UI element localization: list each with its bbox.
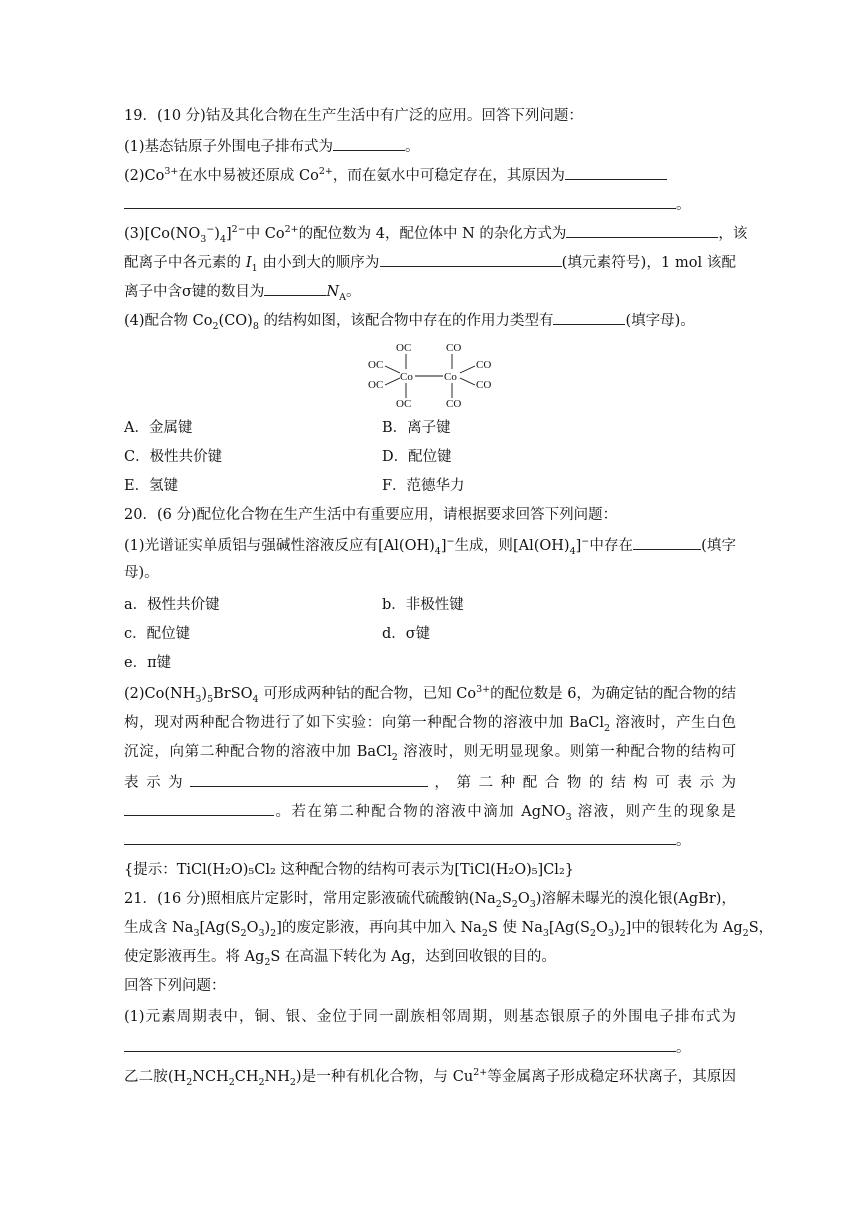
answer-blank[interactable]	[124, 1036, 676, 1052]
answer-blank[interactable]	[565, 164, 667, 180]
answer-blank[interactable]	[124, 193, 676, 209]
q19-part3-line3: 离子中含σ键的数目为 $N_A$。	[124, 280, 360, 302]
q21-part2-line1: 乙二胺$(H_2NCH_2CH_2NH_2)$是一种有机化合物，与 $Cu^{2+}$等金属离子形成稳定环状离子，其原因	[124, 1067, 736, 1088]
q19-part3-line2: 配离子中各元素的 $I_1$ 由小到大的顺序为 (填元素符号)，1 mol 该配	[124, 251, 736, 273]
q21-line4: 回答下列问题：	[124, 978, 226, 994]
q19-option-b: B．离子键	[382, 420, 451, 436]
answer-blank[interactable]	[333, 135, 405, 151]
svg-text:CO: CO	[446, 398, 462, 410]
q21-line2: 生成含 $Na_3[Ag(S_2O_3)_2]$的废定影液，再向其中加入 $Na_2S$ 使 $Na_3[Ag(S_2O_3)_2]$中的银转化为 $Ag_2S$，	[124, 920, 774, 939]
q20-part2-line2: 构，现对两种配合物进行了如下实验：向第一种配合物的溶液中加 BaCl$_2$ 溶液时，产生白色	[124, 715, 737, 734]
answer-blank[interactable]	[264, 280, 326, 296]
svg-text:CO: CO	[446, 342, 462, 354]
q19-part1: (1)基态钴原子外围电子排布式为 。	[124, 135, 420, 157]
q20-option-e: e．π键	[124, 655, 172, 671]
q20-option-b: b．非极性键	[382, 597, 464, 613]
q20-part1-line2: 母)。	[124, 565, 159, 581]
svg-text:Co: Co	[444, 371, 457, 383]
q20-heading: 20．(6 分)配位化合物在生产生活中有重要应用，请根据要求回答下列问题：	[124, 507, 618, 523]
q19-option-a: A．金属键	[124, 420, 193, 436]
co2co8-structure-diagram	[364, 338, 504, 414]
q19-heading: 19．(10 分)钴及其化合物在生产生活中有广泛的应用。回答下列问题：	[124, 108, 583, 124]
q20-part2-line6: 。	[124, 829, 691, 851]
q21-line3: 使定影液再生。将 $Ag_2S$ 在高温下转化为 Ag，达到回收银的目的。	[124, 949, 556, 968]
q20-option-a: a．极性共价键	[124, 597, 220, 613]
answer-blank[interactable]	[633, 534, 701, 550]
q19-option-e: E．氢键	[124, 478, 179, 494]
q19-part3-line1: $(3)[Co(NO_3^-)_4]^{2-}$中 $Co^{2+}$的配位数为 4，配位体中 N 的杂化方式为 ，该	[124, 222, 736, 244]
q19-part2-line2: 。	[124, 193, 691, 215]
q20-hint: {提示：TiCl(H₂O)₅Cl₂ 这种配合物的结构可表示为[TiCl(H₂O)₅]Cl₂}	[124, 862, 574, 878]
answer-blank[interactable]	[553, 309, 625, 325]
svg-text:OC: OC	[368, 379, 384, 391]
q20-part1-line1: (1)光谱证实单质铝与强碱性溶液反应有$[Al(OH)_4]^-$生成，则$[Al(OH)_4]^-$中存在 (填字	[124, 534, 736, 556]
q19-part4: (4)配合物 $Co_2(CO)_8$ 的结构如图，该配合物中存在的作用力类型有 (填字母)。	[124, 309, 695, 331]
q20-part2-line5: 。若在第二种配合物的溶液中滴加 AgNO$_3$ 溶液，则产生的现象是	[124, 800, 736, 822]
q19-option-d: D．配位键	[382, 449, 452, 465]
q19-option-c: C．极性共价键	[124, 449, 223, 465]
q21-part1-line1: (1)元素周期表中，铜、银、金位于同一副族相邻周期，则基态银原子的外围电子排布式为	[124, 1009, 736, 1025]
q21-line1: 21．(16 分)照相底片定影时，常用定影液硫代硫酸钠$(Na_2S_2O_3)$溶解未曝光的溴化银(AgBr)，	[124, 891, 737, 910]
answer-blank[interactable]	[190, 771, 428, 787]
answer-blank[interactable]	[566, 222, 718, 238]
q20-part2-line4: 表 示 为 ， 第 二 种 配 合 物 的 结 构 可 表 示 为	[124, 771, 736, 793]
answer-blank[interactable]	[124, 829, 676, 845]
q19-option-f: F．范德华力	[382, 478, 465, 494]
q20-option-c: c．配位键	[124, 626, 191, 642]
q20-part2-line1: $(2)Co(NH_3)_5BrSO_4$ 可形成两种钴的配合物，已知 $Co^{3+}$的配位数是 6，为确定钴的配合物的结	[124, 684, 736, 705]
svg-text:OC: OC	[396, 342, 412, 354]
q21-part1-line2: 。	[124, 1036, 691, 1058]
q20-part2-line3: 沉淀，向第二种配合物的溶液中加 BaCl$_2$ 溶液时，则无明显现象。则第一种配合物的结构可	[124, 744, 737, 763]
q19-part2: $(2)Co^{3+}$在水中易被还原成 $Co^{2+}$，而在氨水中可稳定存在，其原因为	[124, 164, 667, 186]
answer-blank[interactable]	[124, 800, 274, 816]
svg-text:OC: OC	[368, 359, 384, 371]
answer-blank[interactable]	[380, 251, 562, 267]
q20-option-d: d．σ键	[382, 626, 431, 642]
svg-text:CO: CO	[476, 359, 492, 371]
svg-text:OC: OC	[396, 398, 412, 410]
svg-text:Co: Co	[400, 371, 413, 383]
svg-text:CO: CO	[476, 379, 492, 391]
